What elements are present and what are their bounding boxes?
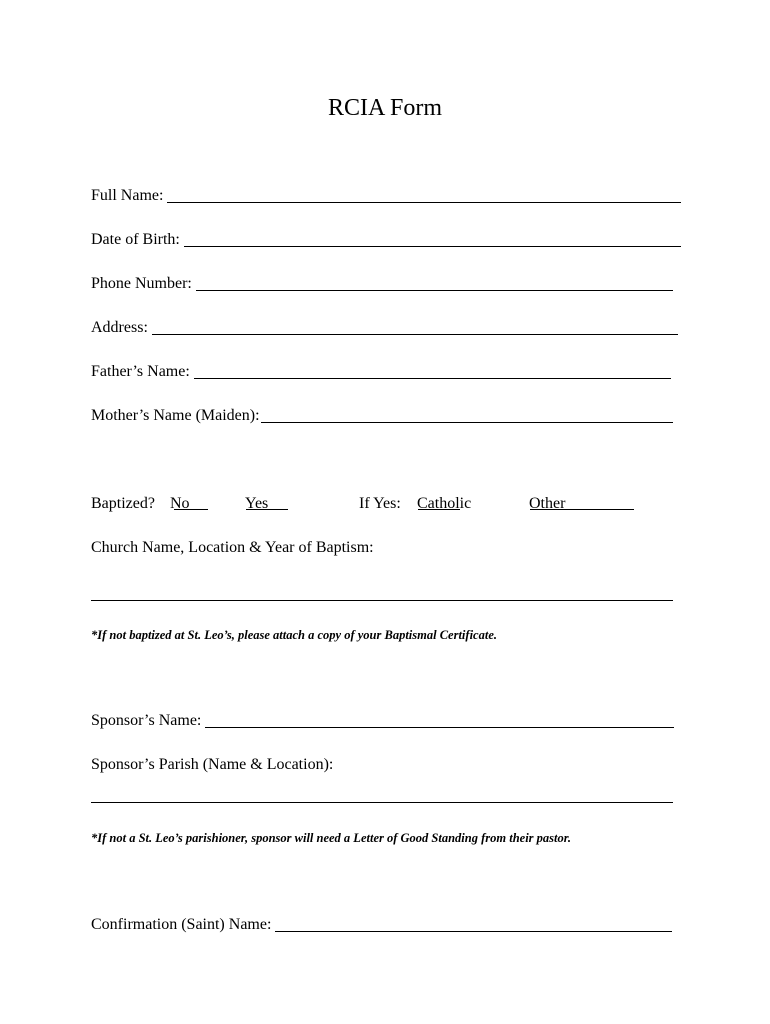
full-name-field[interactable] <box>91 186 681 206</box>
fathers-name-field[interactable] <box>91 362 671 382</box>
mothers-name-field[interactable] <box>91 406 673 426</box>
phone-number-label: Phone Number: <box>91 275 192 292</box>
full-name-blank[interactable] <box>167 187 681 203</box>
baptized-no-blank[interactable] <box>174 494 208 510</box>
catholic-blank[interactable] <box>418 494 460 510</box>
mothers-name-label: Mother’s Name (Maiden): <box>91 407 260 424</box>
catholic-label: Catholic <box>417 495 472 512</box>
sponsor-name-blank[interactable] <box>205 712 674 728</box>
fathers-name-blank[interactable] <box>194 363 671 379</box>
church-baptism-label-row <box>91 538 651 558</box>
if-yes-text: If Yes: <box>359 495 401 512</box>
other-option[interactable] <box>529 494 565 514</box>
fathers-name-label: Father’s Name: <box>91 363 190 380</box>
if-yes-label <box>359 494 401 514</box>
catholic-option[interactable] <box>417 494 471 514</box>
other-blank[interactable] <box>530 494 634 510</box>
sponsor-parish-label: Sponsor’s Parish (Name & Location): <box>91 756 334 773</box>
sponsor-parish-blank[interactable] <box>91 802 673 803</box>
baptized-yes-label: Yes <box>245 495 269 512</box>
page-title: RCIA Form <box>327 95 443 121</box>
date-of-birth-field[interactable] <box>91 230 681 250</box>
full-name-label: Full Name: <box>91 187 164 204</box>
phone-number-field[interactable] <box>91 274 673 294</box>
baptism-certificate-note: *If not baptized at St. Leo’s, please attach a copy of your Baptismal Certificate. <box>91 628 497 642</box>
sponsor-name-label: Sponsor’s Name: <box>91 712 202 729</box>
baptized-yes-blank[interactable] <box>246 494 288 510</box>
baptized-no-option[interactable] <box>170 494 190 514</box>
baptized-question <box>91 494 155 514</box>
confirmation-name-blank[interactable] <box>275 916 672 932</box>
baptized-no-label: No <box>170 495 190 512</box>
address-blank[interactable] <box>152 319 678 335</box>
date-of-birth-label: Date of Birth: <box>91 231 180 248</box>
sponsor-parish-label-row <box>91 755 651 775</box>
date-of-birth-blank[interactable] <box>184 231 681 247</box>
baptized-question-label: Baptized? <box>91 495 155 512</box>
sponsor-standing-note: *If not a St. Leo’s parishioner, sponsor will need a Letter of Good Standing from their pastor. <box>91 831 572 845</box>
confirmation-name-label: Confirmation (Saint) Name: <box>91 916 272 933</box>
church-baptism-blank[interactable] <box>91 600 673 601</box>
address-label: Address: <box>91 319 148 336</box>
address-field[interactable] <box>91 318 678 338</box>
sponsor-name-field[interactable] <box>91 711 674 731</box>
baptized-row <box>91 494 681 514</box>
baptized-yes-option[interactable] <box>245 494 268 514</box>
confirmation-name-field[interactable] <box>91 915 672 935</box>
church-baptism-label: Church Name, Location & Year of Baptism: <box>91 539 374 556</box>
other-label: Other <box>529 495 566 512</box>
mothers-name-blank[interactable] <box>261 407 673 423</box>
phone-number-blank[interactable] <box>196 275 673 291</box>
